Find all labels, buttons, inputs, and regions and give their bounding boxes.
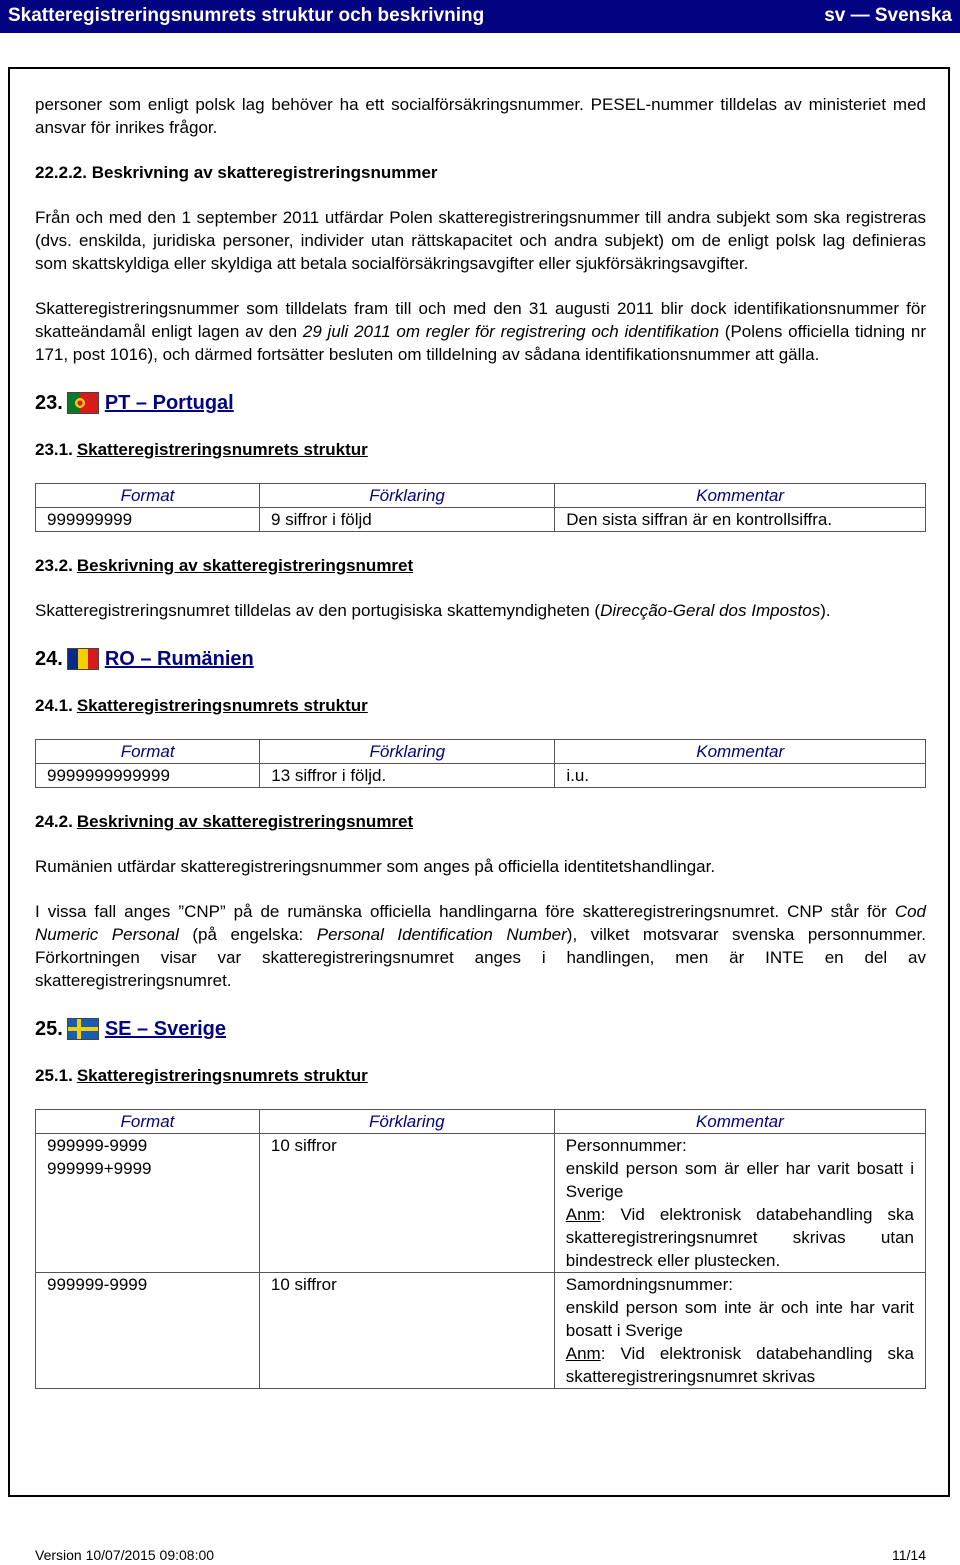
- footer-page-number: 11/14: [892, 1547, 926, 1563]
- format-cell: 999999999: [36, 508, 260, 532]
- header-language: sv — Svenska: [824, 5, 952, 26]
- section-title: RO – Rumänien: [104, 648, 254, 670]
- se-structure-heading: [35, 1064, 926, 1087]
- page-header: [0, 0, 960, 33]
- section-romania-heading: [35, 646, 926, 672]
- pt-authority-name: Direcção-Geral dos Impostos: [600, 601, 821, 620]
- header-explanation: Förklaring: [260, 740, 555, 764]
- comment-note: [566, 1342, 914, 1388]
- explanation-cell: 9 siffror i följd: [259, 508, 554, 532]
- section-number: 24.1.: [35, 696, 73, 715]
- pt-structure-heading: [35, 438, 926, 461]
- romania-flag-icon: [67, 648, 99, 670]
- header-explanation: Förklaring: [259, 1110, 554, 1134]
- explanation-cell: 10 siffror: [259, 1134, 554, 1273]
- format-value: 999999+9999: [47, 1159, 152, 1178]
- section-title: PT – Portugal: [104, 392, 234, 414]
- format-cell: 999999-9999: [36, 1273, 260, 1389]
- section-portugal-heading: [35, 390, 926, 416]
- note-label: Anm: [565, 1205, 601, 1224]
- table-row: [36, 508, 926, 532]
- comment-note: [566, 1203, 914, 1272]
- section-sweden-heading: [35, 1016, 926, 1042]
- ro-paragraph-2: [35, 900, 926, 992]
- section-title: SE – Sverige: [104, 1018, 226, 1040]
- note-label: Anm: [565, 1344, 601, 1363]
- ro-text-b: (på engelska:: [178, 925, 317, 944]
- pl-paragraph-2: [35, 297, 926, 366]
- header-comment: Kommentar: [554, 1110, 925, 1134]
- comment-body: enskild person som inte är och inte har varit bosatt i Sverige: [565, 1298, 914, 1340]
- ro-text-a: I vissa fall anges ”CNP” på de rumänska officiella handlingarna före skatteregistreringsnumret. CNP står för: [35, 902, 895, 921]
- intro-paragraph: personer som enligt polsk lag behöver ha ett socialförsäkringsnummer. PESEL-nummer tilldelas av ministeriet med ansvar för inrikes frågor.: [35, 95, 926, 137]
- ro-text-c: ), vilket motsvarar svenska personnummer. Förkortningen visar var skatteregistreringsnumret anges i handlingen, men är INTE en del av skatteregistreringsnumret.: [35, 925, 926, 990]
- format-cell: 9999999999999: [36, 764, 260, 788]
- section-title: Skatteregistreringsnumrets struktur: [76, 696, 368, 715]
- comment-body: enskild person som är eller har varit bosatt i Sverige: [565, 1159, 914, 1201]
- section-number: 25.1.: [35, 1066, 73, 1085]
- header-format: Format: [36, 1110, 260, 1134]
- section-title: Skatteregistreringsnumrets struktur: [76, 1066, 368, 1085]
- note-text: : Vid elektronisk databehandling ska skatteregistreringsnumret skrivas utan bindestreck eller plustecken.: [565, 1205, 914, 1270]
- header-title: Skatteregistreringsnumrets struktur och beskrivning: [8, 5, 485, 26]
- sweden-flag-icon: [67, 1018, 99, 1040]
- header-format: Format: [36, 740, 260, 764]
- ro-description-heading: [35, 810, 926, 833]
- comment-cell: i.u.: [555, 764, 926, 788]
- pl-text-b: (Polens officiella tidning nr 171, post 1016), och därmed fortsätter besluten om tilldelning av sådana identifikationsnummer att gälla.: [35, 322, 926, 364]
- table-row: [36, 1134, 926, 1273]
- ro-english-name: Personal Identification Number: [316, 925, 567, 944]
- footer-version: Version 10/07/2015 09:08:00: [35, 1547, 215, 1563]
- section-title: Skatteregistreringsnumrets struktur: [76, 440, 368, 459]
- pl-law-title: 29 juli 2011 om regler för registrering och identifikation: [302, 322, 720, 341]
- table-header-row: [36, 1110, 926, 1134]
- ro-structure-heading: [35, 694, 926, 717]
- format-value: 999999-9999: [47, 1136, 148, 1155]
- table-header-row: [36, 484, 926, 508]
- pt-text-b: ).: [820, 601, 831, 620]
- document-content: [35, 93, 926, 1389]
- table-header-row: [36, 740, 926, 764]
- section-number: 23.: [35, 392, 63, 414]
- header-format: Format: [36, 484, 260, 508]
- comment-title: Personnummer:: [565, 1136, 687, 1155]
- pl-text-a: Skatteregistreringsnummer som tilldelats fram till och med den 31 augusti 2011 blir dock identifikationsnummer för skatteändamål enligt lagen av den: [35, 299, 926, 341]
- section-number: 24.2.: [35, 812, 73, 831]
- ro-paragraph-1: Rumänien utfärdar skatteregistreringsnummer som anges på officiella identitetshandlingar.: [35, 857, 716, 876]
- section-number: 23.1.: [35, 440, 73, 459]
- comment-cell: [554, 1134, 925, 1273]
- explanation-cell: 10 siffror: [259, 1273, 554, 1389]
- pt-paragraph: [35, 599, 926, 622]
- pt-description-heading: [35, 554, 926, 577]
- section-number: 24.: [35, 648, 63, 670]
- header-comment: Kommentar: [555, 740, 926, 764]
- section-22-2-2-heading: [35, 161, 926, 184]
- table-row: [36, 1273, 926, 1389]
- pt-structure-table: [35, 483, 926, 532]
- header-comment: Kommentar: [555, 484, 926, 508]
- section-number: 22.2.2.: [35, 163, 87, 182]
- table-row: [36, 764, 926, 788]
- comment-cell: Den sista siffran är en kontrollsiffra.: [555, 508, 926, 532]
- section-number: 25.: [35, 1018, 63, 1040]
- se-structure-table: [35, 1109, 926, 1389]
- section-number: 23.2.: [35, 556, 73, 575]
- section-title: Beskrivning av skatteregistreringsnumret: [76, 812, 414, 831]
- ro-cnp-name: Cod Numeric Personal: [35, 902, 926, 944]
- header-explanation: Förklaring: [259, 484, 554, 508]
- comment-title: Samordningsnummer:: [565, 1275, 733, 1294]
- explanation-cell: 13 siffror i följd.: [260, 764, 555, 788]
- section-title: Beskrivning av skatteregistreringsnummer: [91, 163, 438, 182]
- comment-cell: [554, 1273, 925, 1389]
- ro-structure-table: [35, 739, 926, 788]
- note-text: : Vid elektronisk databehandling ska skatteregistreringsnumret skrivas: [565, 1344, 914, 1386]
- portugal-flag-icon: [67, 392, 99, 414]
- pt-text-a: Skatteregistreringsnumret tilldelas av den portugisiska skattemyndigheten (: [35, 601, 601, 620]
- format-cell: [36, 1134, 260, 1273]
- section-title: Beskrivning av skatteregistreringsnumret: [76, 556, 414, 575]
- pl-paragraph-1: Från och med den 1 september 2011 utfärdar Polen skatteregistreringsnummer till andra subjekt som ska registreras (dvs. enskilda, juridiska personer, individer utan rättskapacitet och andra subjekt) om de enligt polsk lag definieras som skattskyldiga eller skyldiga att betala socialförsäkringsavgifter eller sjukförsäkringsavgifter.: [35, 208, 926, 273]
